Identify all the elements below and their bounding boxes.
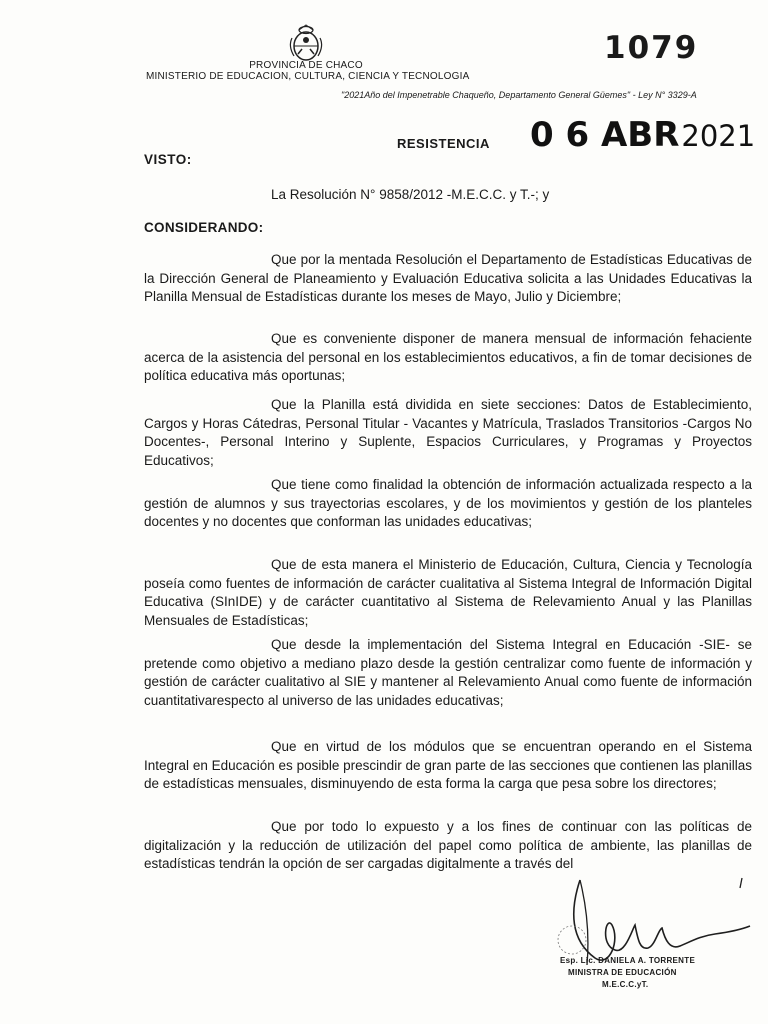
considerando-paragraph: Que por todo lo expuesto y a los fines de continuar con las políticas de digitalización y la reducción de utilización del papel como política de ambiente, las planillas de estadísticas tendrán la opción de ser cargadas digitalmente a través del: [144, 819, 752, 871]
chaco-coat-of-arms-icon: [286, 24, 326, 64]
handwritten-signature-icon: [540, 870, 768, 1024]
city-label: RESISTENCIA: [397, 136, 490, 151]
province-name: PROVINCIA DE CHACO: [249, 60, 363, 71]
visto-text: La Resolución N° 9858/2012 -M.E.C.C. y T.-; y: [271, 187, 550, 202]
date-stamp: [530, 115, 755, 155]
considerando-paragraph: Que por la mentada Resolución el Departamento de Estadísticas Educativas de la Dirección General de Planeamiento y Evaluación Educativa solicita a las Unidades Educativas la Planilla Mensual de Estadísticas durante los meses de Mayo, Julio y Diciembre;: [144, 252, 752, 304]
considerando-paragraph: Que desde la implementación del Sistema Integral en Educación -SIE- se pretende como objetivo a mediano plazo desde la gestión centralizar como fuente de información y gestión de carácter cualitativo al SIE y mantener al Relevamiento Anual como fuente de información cuantitativarespecto al universo de las unidades educativas;: [144, 637, 752, 708]
date-year: 2021: [681, 119, 756, 153]
date-day-month: 0 6 ABR: [530, 115, 680, 155]
signatory-title: MINISTRA DE EDUCACIÓN: [568, 968, 677, 977]
visto-heading: VISTO:: [144, 152, 192, 167]
year-motto: "2021Año del Impenetrable Chaqueño, Departamento General Güemes" - Ley N° 3329-A: [341, 90, 697, 100]
considerando-paragraph: Que tiene como finalidad la obtención de información actualizada respecto a la gestión de alumnos y sus trayectorias escolares, y de los movimientos y gestión de los planteles docentes y no docentes que conforman las unidades educativas;: [144, 477, 752, 529]
considerando-paragraph: Que de esta manera el Ministerio de Educación, Cultura, Ciencia y Tecnología poseía como fuentes de información de carácter cualitativa al Sistema Integral de Información Digital Educativa (SInIDE) y de carácter cuantitativo al Sistema de Relevamiento Anual y las Planillas Mensuales de Estadísticas;: [144, 557, 752, 628]
considerando-paragraph: Que es conveniente disponer de manera mensual de información fehaciente acerca de la asistencia del personal en los establecimientos educativos, a fin de tomar decisiones de política educativa más oportunas;: [144, 331, 752, 383]
considerando-heading: CONSIDERANDO:: [144, 220, 264, 235]
considerando-paragraph: Que la Planilla está dividida en siete secciones: Datos de Establecimiento, Cargos y Horas Cátedras, Personal Titular - Vacantes y Matrícula, Traslados Transitorios -Cargos No Docentes-, Personal Interino y Suplente, Espacios Curriculares, y Programas y Proyectos Educativos;: [144, 397, 752, 468]
resolution-number: 1079: [604, 30, 699, 66]
considerando-paragraph: Que en virtud de los módulos que se encuentran operando en el Sistema Integral en Educación es posible prescindir de gran parte de las secciones que contienen las planillas de estadísticas mensuales, disminuyendo de esta forma la carga que pesa sobre los directores;: [144, 739, 752, 791]
signatory-dept: M.E.C.C.yT.: [602, 980, 649, 989]
signature-block: [540, 870, 768, 1024]
ministry-name: MINISTERIO DE EDUCACION, CULTURA, CIENCIA Y TECNOLOGIA: [146, 71, 470, 82]
signatory-name: Esp. Lic. DANIELA A. TORRENTE: [560, 956, 696, 965]
